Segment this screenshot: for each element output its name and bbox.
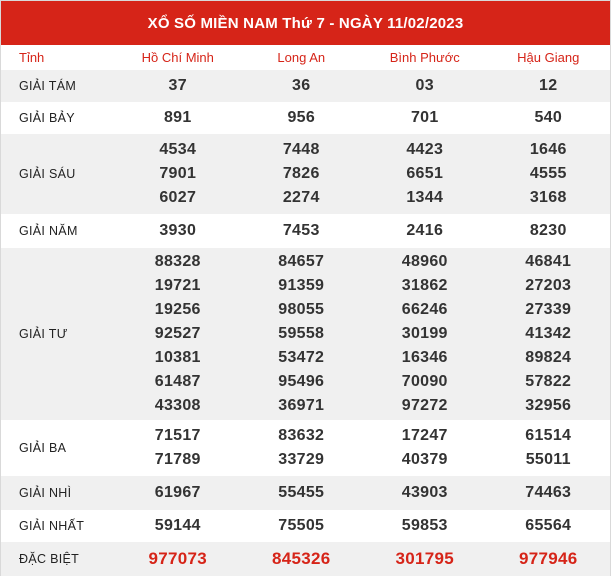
prize-number: 46841 xyxy=(525,253,572,270)
special-prize-number: 301795 xyxy=(395,549,455,568)
prize-number: 27339 xyxy=(525,301,572,318)
prize-number: 71789 xyxy=(154,451,201,468)
prize-number: 55011 xyxy=(525,451,571,468)
prize-number: 43903 xyxy=(401,484,448,501)
prize-number: 98055 xyxy=(278,301,325,318)
table-header-row xyxy=(1,45,610,70)
prize-number: 33729 xyxy=(278,451,325,468)
prize-row-g5 xyxy=(1,214,610,248)
province-long-an: Long An xyxy=(277,50,326,65)
prize-number: 4423 xyxy=(406,141,444,158)
prize-number: 6651 xyxy=(406,165,444,182)
prize-number: 61514 xyxy=(525,427,572,444)
prize-number: 97272 xyxy=(401,397,448,414)
prize-number: 1646 xyxy=(529,141,567,158)
prize-number: 88328 xyxy=(154,253,201,270)
special-prize-number: 977946 xyxy=(518,549,578,568)
prize-row-g7 xyxy=(1,102,610,134)
prize-number: 19256 xyxy=(154,301,201,318)
prize-number: 1344 xyxy=(406,189,444,206)
prize-number: 6027 xyxy=(159,189,197,206)
prize-number: 70090 xyxy=(401,373,448,390)
prize-row-special xyxy=(1,542,610,576)
prize-number: 31862 xyxy=(401,277,448,294)
prize-number: 84657 xyxy=(278,253,325,270)
prize-label: GIẢI TÁM xyxy=(1,70,116,102)
prize-number: 7826 xyxy=(282,165,320,182)
prize-label: GIẢI SÁU xyxy=(1,134,116,214)
prize-number: 2416 xyxy=(406,222,444,239)
prize-row-g1 xyxy=(1,510,610,542)
prize-number: 32956 xyxy=(525,397,572,414)
prize-number: 17247 xyxy=(401,427,448,444)
prize-label: GIẢI NHÌ xyxy=(1,476,116,510)
prize-number: 75505 xyxy=(278,517,325,534)
prize-number: 03 xyxy=(415,77,434,94)
prize-row-g3 xyxy=(1,420,610,476)
prize-number: 4534 xyxy=(159,141,197,158)
prize-row-g6 xyxy=(1,134,610,214)
prize-label: GIẢI NĂM xyxy=(19,224,78,238)
province-ho-chi-minh: Hồ Chí Minh xyxy=(141,50,214,65)
prize-number: 2274 xyxy=(282,189,320,206)
prize-number: 55455 xyxy=(278,484,325,501)
prize-number: 956 xyxy=(287,109,316,126)
prize-number: 7448 xyxy=(282,141,320,158)
prize-number: 43308 xyxy=(154,397,201,414)
prize-number: 12 xyxy=(539,77,558,94)
prize-number: 36971 xyxy=(278,397,325,414)
prize-number: 59853 xyxy=(401,517,448,534)
prize-number: 10381 xyxy=(154,349,201,366)
prize-number: 92527 xyxy=(154,325,201,342)
prize-number: 65564 xyxy=(525,517,572,534)
prize-number: 91359 xyxy=(278,277,325,294)
prize-number: 95496 xyxy=(278,373,325,390)
prize-number: 16346 xyxy=(401,349,448,366)
special-prize-number: 845326 xyxy=(271,549,331,568)
prize-number: 3168 xyxy=(529,189,567,206)
prize-number: 3930 xyxy=(159,222,197,239)
prize-number: 59558 xyxy=(278,325,325,342)
prize-number: 66246 xyxy=(401,301,448,318)
prize-label: GIẢI BẢY xyxy=(19,111,75,125)
results-title: XỔ SỐ MIỀN NAM Thứ 7 - NGÀY 11/02/2023 xyxy=(1,1,610,45)
prize-label: GIẢI TƯ xyxy=(1,248,116,420)
prize-number: 89824 xyxy=(525,349,572,366)
prize-number: 27203 xyxy=(525,277,572,294)
prize-number: 701 xyxy=(410,109,439,126)
prize-number: 53472 xyxy=(278,349,325,366)
prize-number: 36 xyxy=(292,77,311,94)
prize-number: 59144 xyxy=(154,517,201,534)
prize-row-g4 xyxy=(1,248,610,420)
prize-label: GIẢI NHẤT xyxy=(19,519,85,533)
prize-number: 19721 xyxy=(154,277,201,294)
prize-number: 57822 xyxy=(525,373,572,390)
prize-label: ĐẶC BIỆT xyxy=(1,542,116,576)
prize-number: 61487 xyxy=(154,373,201,390)
prize-number: 48960 xyxy=(401,253,448,270)
prize-number: 40379 xyxy=(401,451,448,468)
prize-number: 30199 xyxy=(401,325,448,342)
prize-number: 37 xyxy=(168,77,187,94)
prize-row-g8 xyxy=(1,70,610,102)
prize-number: 83632 xyxy=(278,427,325,444)
prize-number: 891 xyxy=(163,109,192,126)
prize-number: 41342 xyxy=(525,325,572,342)
prize-number: 71517 xyxy=(154,427,201,444)
prize-number: 7901 xyxy=(159,165,197,182)
prize-label: GIẢI BA xyxy=(19,441,67,455)
province-binh-phuoc: Bình Phước xyxy=(389,50,460,65)
prize-number: 8230 xyxy=(529,222,567,239)
prize-number: 540 xyxy=(534,109,563,126)
prize-number: 61967 xyxy=(154,484,201,501)
province-column-header: Tỉnh xyxy=(19,50,45,65)
prize-number: 7453 xyxy=(282,222,320,239)
prize-row-g2 xyxy=(1,476,610,510)
results-table xyxy=(1,45,610,576)
prize-number: 4555 xyxy=(529,165,567,182)
province-hau-giang: Hậu Giang xyxy=(517,50,580,65)
prize-number: 74463 xyxy=(525,484,572,501)
special-prize-number: 977073 xyxy=(148,549,208,568)
